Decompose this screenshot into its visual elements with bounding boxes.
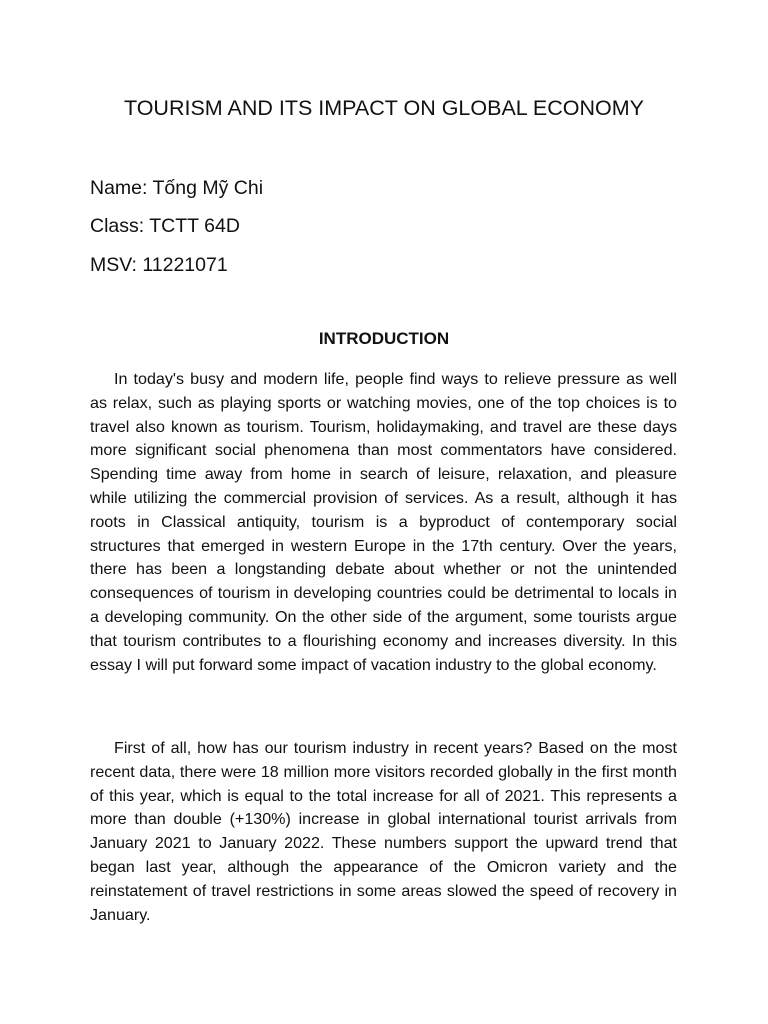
document-title: TOURISM AND ITS IMPACT ON GLOBAL ECONOMY [123,96,645,120]
paragraph-tourism-recovery: First of all, how has our tourism industry in recent years? Based on the most recent data, there were 18 million more visitors recorded globally in the first month of this year, which is equal to the total increase for all of 2021. This represents a more than double (+130%) increase in global international tourist arrivals from January 2021 to January 2022. These numbers support the upward trend that began last year, although the appearance of the Omicron variety and the reinstatement of travel restrictions in some areas slowed the speed of recovery in January. [90,739,677,924]
class-info: Class: TCTT 64D [90,215,240,237]
author-name: Name: Tống Mỹ Chi [90,177,264,199]
student-id: MSV: 11221071 [90,254,228,276]
section-heading-introduction: INTRODUCTION [318,329,450,348]
paragraph-introduction: In today's busy and modern life, people find ways to relieve pressure as well as relax, such as playing sports or watching movies, one of the top choices is to travel also known as tourism. Tourism, holidaymaking, and travel are these days more significant social phenomena than most commentators have considered. Spending time away from home in search of leisure, relaxation, and pleasure while utilizing the commercial provision of services. As a result, although it has roots in Classical antiquity, tourism is a byproduct of contemporary social structures that emerged in western Europe in the 17th century. Over the years, there has been a longstanding debate about whether or not the unintended consequences of tourism in developing countries could be detrimental to locals in a developing community. On the other side of the argument, some tourists argue that tourism contributes to a flourishing economy and increases diversity. In this essay I will put forward some impact of vacation industry to the global economy. [90,370,677,674]
